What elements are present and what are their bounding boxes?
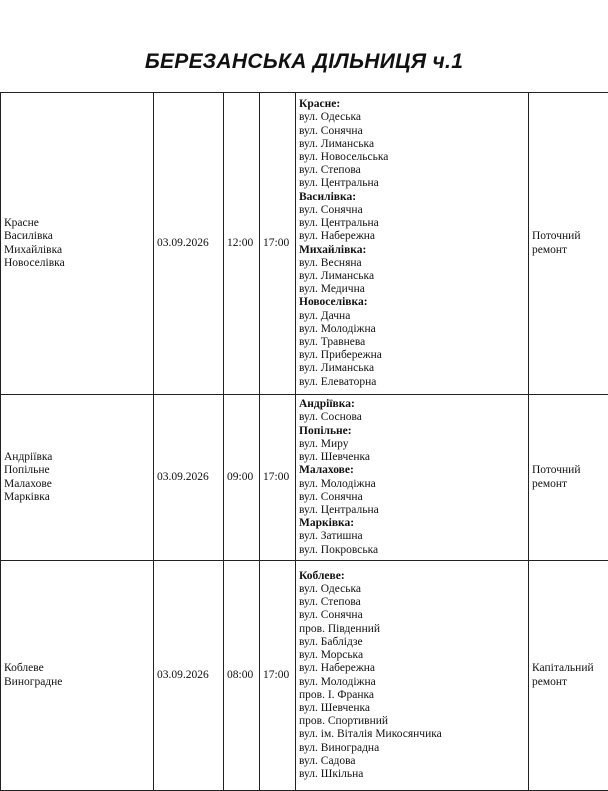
outage-schedule-table [0, 92, 608, 791]
street-name: вул. Прибережна [299, 349, 525, 362]
street-name: вул. Одеська [299, 111, 525, 124]
street-name: вул. Шевченка [299, 451, 525, 464]
village-name: Новоселівка [4, 257, 150, 270]
street-name: вул. Одеська [299, 583, 525, 596]
village-name: Василівка [4, 230, 150, 243]
work-type-cell [529, 93, 608, 395]
page-title: БЕРЕЗАНСЬКА ДІЛЬНИЦЯ ч.1 [0, 50, 608, 74]
schedule-row [1, 561, 608, 791]
street-group-village: Новоселівка: [299, 296, 525, 309]
date-cell: 03.09.2026 [154, 93, 224, 395]
street-name: вул. Соснова [299, 411, 525, 424]
streets-cell [296, 395, 529, 561]
street-name: вул. Дачна [299, 310, 525, 323]
work-type-text: ремонт [532, 676, 608, 689]
work-type-text: Поточний [532, 464, 608, 477]
end-time-cell: 17:00 [260, 395, 296, 561]
schedule-row [1, 395, 608, 561]
village-name: Михайлівка [4, 244, 150, 257]
street-name: пров. І. Франка [299, 689, 525, 702]
street-name: вул. Набережна [299, 662, 525, 675]
street-name: вул. Молодіжна [299, 323, 525, 336]
village-name: Виноградне [4, 676, 150, 689]
street-name: вул. Травнева [299, 336, 525, 349]
work-type-text: ремонт [532, 478, 608, 491]
village-name: Марківка [4, 491, 150, 504]
street-name: вул. Садова [299, 755, 525, 768]
end-time-cell: 17:00 [260, 561, 296, 791]
villages-cell [1, 93, 154, 395]
village-name: Малахове [4, 478, 150, 491]
street-name: вул. Центральна [299, 504, 525, 517]
street-name: вул. Сонячна [299, 491, 525, 504]
street-group-village: Коблеве: [299, 570, 525, 583]
street-name: вул. Набережна [299, 230, 525, 243]
street-name: вул. Лиманська [299, 362, 525, 375]
village-name: Красне [4, 217, 150, 230]
end-time-cell: 17:00 [260, 93, 296, 395]
street-group-village: Красне: [299, 98, 525, 111]
street-name: вул. Степова [299, 164, 525, 177]
villages-cell [1, 395, 154, 561]
street-group-village: Малахове: [299, 464, 525, 477]
street-name: вул. Молодіжна [299, 676, 525, 689]
village-name: Попільне [4, 464, 150, 477]
schedule-body [1, 93, 608, 791]
street-name: вул. Затишна [299, 530, 525, 543]
street-name: вул. Центральна [299, 217, 525, 230]
start-time-cell: 09:00 [224, 395, 260, 561]
work-type-text: ремонт [532, 244, 608, 257]
street-name: вул. Сонячна [299, 609, 525, 622]
street-name: вул. Елеваторна [299, 376, 525, 389]
street-group-village: Василівка: [299, 191, 525, 204]
work-type-text: Капітальний [532, 662, 608, 675]
street-name: вул. Сонячна [299, 204, 525, 217]
schedule-row [1, 93, 608, 395]
street-name: вул. Морська [299, 649, 525, 662]
date-cell: 03.09.2026 [154, 395, 224, 561]
street-name: вул. Молодіжна [299, 478, 525, 491]
streets-cell [296, 561, 529, 791]
street-name: вул. Лиманська [299, 270, 525, 283]
street-name: вул. Миру [299, 438, 525, 451]
street-name: вул. Степова [299, 596, 525, 609]
street-name: вул. Сонячна [299, 125, 525, 138]
work-type-cell [529, 395, 608, 561]
streets-cell [296, 93, 529, 395]
street-name: вул. Лиманська [299, 138, 525, 151]
start-time-cell: 08:00 [224, 561, 260, 791]
village-name: Коблеве [4, 662, 150, 675]
start-time-cell: 12:00 [224, 93, 260, 395]
street-name: пров. Південний [299, 623, 525, 636]
villages-cell [1, 561, 154, 791]
street-name: вул. Баблідзе [299, 636, 525, 649]
street-group-village: Михайлівка: [299, 244, 525, 257]
street-name: вул. Медична [299, 283, 525, 296]
work-type-cell [529, 561, 608, 791]
work-type-text: Поточний [532, 230, 608, 243]
street-name: вул. Весняна [299, 257, 525, 270]
street-name: вул. ім. Віталія Микосянчика [299, 728, 525, 741]
street-name: вул. Шкільна [299, 768, 525, 781]
street-group-village: Марківка: [299, 517, 525, 530]
street-name: вул. Центральна [299, 177, 525, 190]
date-cell: 03.09.2026 [154, 561, 224, 791]
street-name: вул. Шевченка [299, 702, 525, 715]
street-name: вул. Новосельська [299, 151, 525, 164]
village-name: Андріївка [4, 451, 150, 464]
street-name: вул. Покровська [299, 544, 525, 557]
street-group-village: Андріївка: [299, 398, 525, 411]
street-name: вул. Виноградна [299, 742, 525, 755]
street-name: пров. Спортивний [299, 715, 525, 728]
street-group-village: Попільне: [299, 425, 525, 438]
